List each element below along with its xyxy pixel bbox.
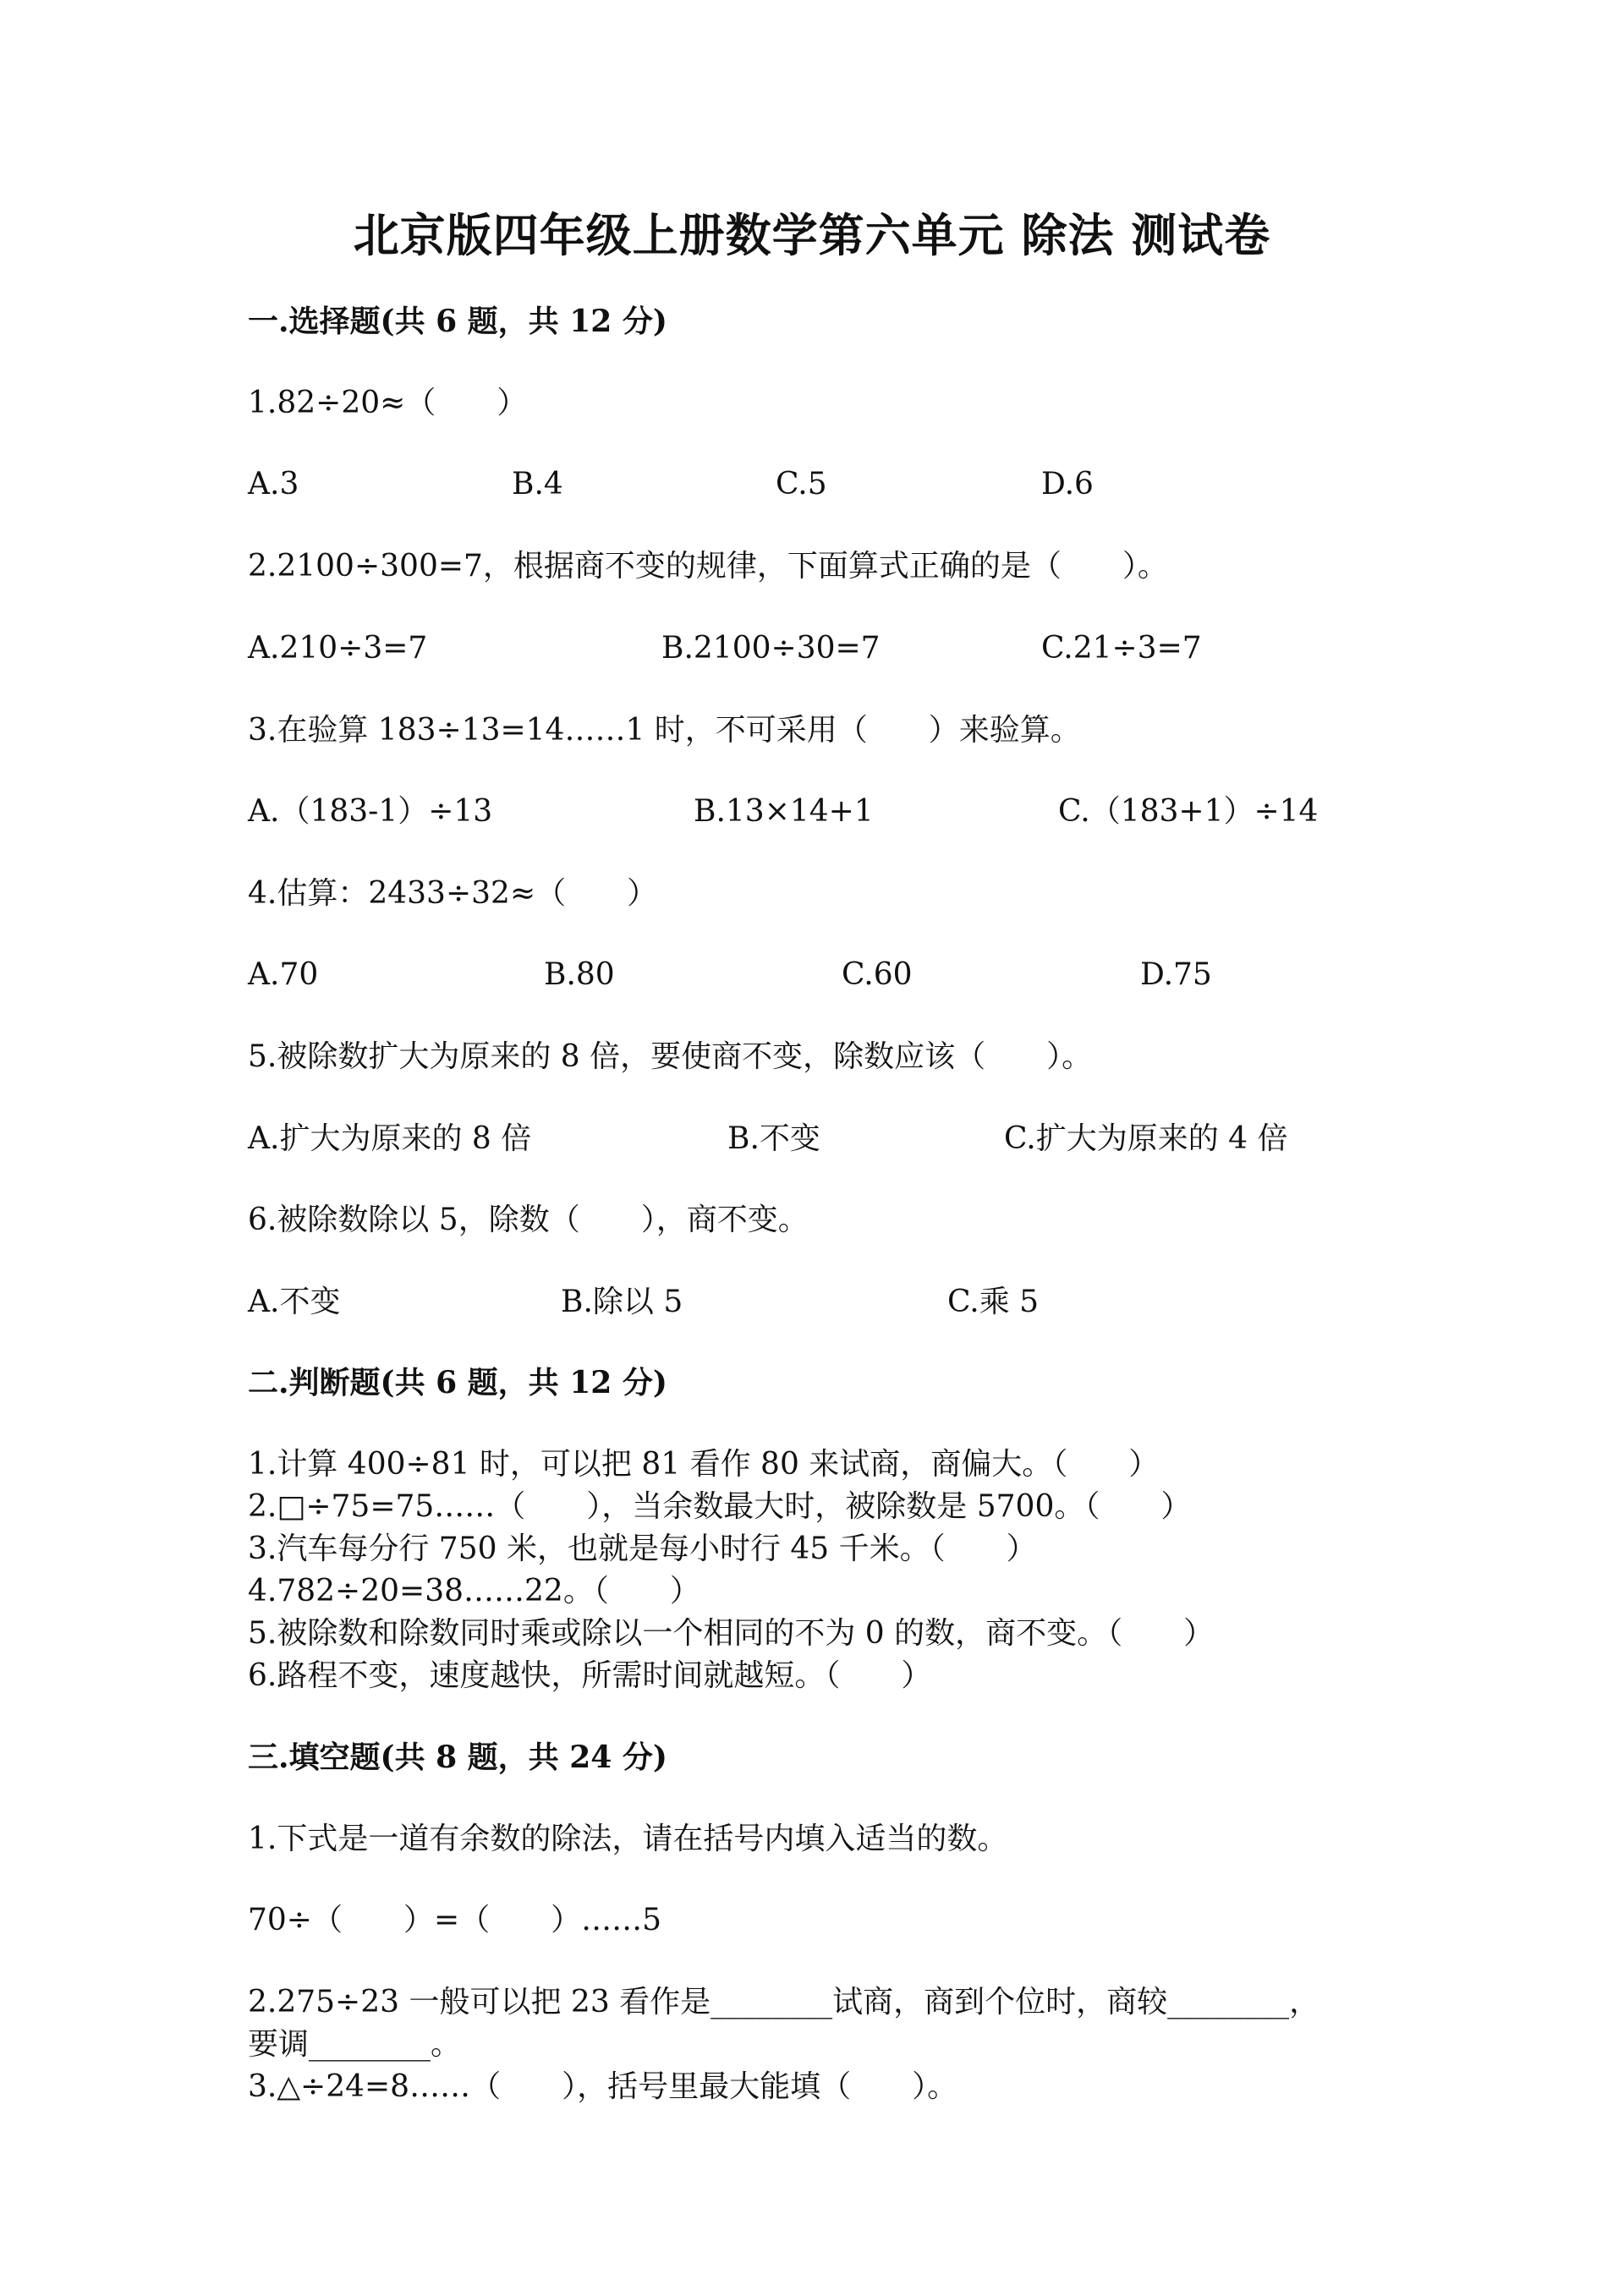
option-1-4-a: A.70	[248, 957, 319, 992]
judge-item-1: 1.计算 400÷81 时，可以把 81 看作 80 来试商，商偏大。（ ）	[248, 1447, 1160, 1482]
fill-question-2: 2.275÷23 一般可以把 23 看作是________试商，商到个位时，商较________，	[248, 1985, 1320, 2019]
option-1-5-a: A.扩大为原来的 8 倍	[248, 1121, 532, 1156]
section-heading-judge: 二.判断题(共 6 题，共 12 分)	[248, 1365, 667, 1400]
question-1-2: 2.2100÷300=7，根据商不变的规律，下面算式正确的是（ ）。	[248, 549, 1168, 584]
question-1-3: 3.在验算 183÷13=14……1 时，不可采用（ ）来验算。	[248, 713, 1081, 748]
judge-item-2: 2.□÷75=75……（ ），当余数最大时，被除数是 5700。（ ）	[248, 1489, 1192, 1524]
option-1-5-b: B.不变	[727, 1121, 820, 1156]
option-1-1-c: C.5	[776, 467, 827, 501]
option-1-3-c: C.（183+1）÷14	[1058, 794, 1319, 829]
fill-question-3: 3.△÷24=8……（ ），括号里最大能填（ ）。	[248, 2069, 958, 2104]
fill-question-2-continued: 要调________。	[248, 2027, 462, 2062]
fill-question-1-expression: 70÷（ ）=（ ）……5	[248, 1903, 662, 1937]
option-1-3-b: B.13×14+1	[694, 794, 874, 829]
option-1-4-b: B.80	[544, 957, 615, 992]
judge-item-6: 6.路程不变，速度越快，所需时间就越短。（ ）	[248, 1658, 932, 1693]
option-1-1-a: A.3	[248, 467, 299, 501]
option-1-6-a: A.不变	[248, 1285, 341, 1319]
option-1-1-d: D.6	[1041, 467, 1094, 501]
option-1-4-d: D.75	[1140, 957, 1212, 992]
question-1-6: 6.被除数除以 5，除数（ ），商不变。	[248, 1203, 809, 1237]
judge-item-4: 4.782÷20=38……22。（ ）	[248, 1574, 700, 1608]
option-1-4-c: C.60	[842, 957, 913, 992]
option-1-2-a: A.210÷3=7	[248, 631, 428, 666]
option-1-2-c: C.21÷3=7	[1041, 631, 1202, 666]
judge-item-3: 3.汽车每分行 750 米，也就是每小时行 45 千米。（ ）	[248, 1532, 1037, 1566]
section-heading-fill: 三.填空题(共 8 题，共 24 分)	[248, 1740, 667, 1775]
question-1-4: 4.估算：2433÷32≈（ ）	[248, 876, 658, 911]
judge-item-5: 5.被除数和除数同时乘或除以一个相同的不为 0 的数，商不变。（ ）	[248, 1616, 1215, 1651]
section-heading-choice: 一.选择题(共 6 题，共 12 分)	[248, 304, 667, 339]
option-1-2-b: B.2100÷30=7	[661, 631, 881, 666]
question-1-5: 5.被除数扩大为原来的 8 倍，要使商不变，除数应该（ ）。	[248, 1039, 1093, 1074]
option-1-6-b: B.除以 5	[561, 1285, 683, 1319]
option-1-5-c: C.扩大为原来的 4 倍	[1004, 1121, 1288, 1156]
option-1-6-c: C.乘 5	[947, 1285, 1040, 1319]
question-1-1: 1.82÷20≈（ ）	[248, 386, 528, 420]
option-1-1-b: B.4	[512, 467, 563, 501]
page-title: 北京版四年级上册数学第六单元 除法 测试卷	[353, 208, 1271, 262]
fill-question-1: 1.下式是一道有余数的除法，请在括号内填入适当的数。	[248, 1822, 1008, 1856]
option-1-3-a: A.（183-1）÷13	[248, 794, 493, 829]
